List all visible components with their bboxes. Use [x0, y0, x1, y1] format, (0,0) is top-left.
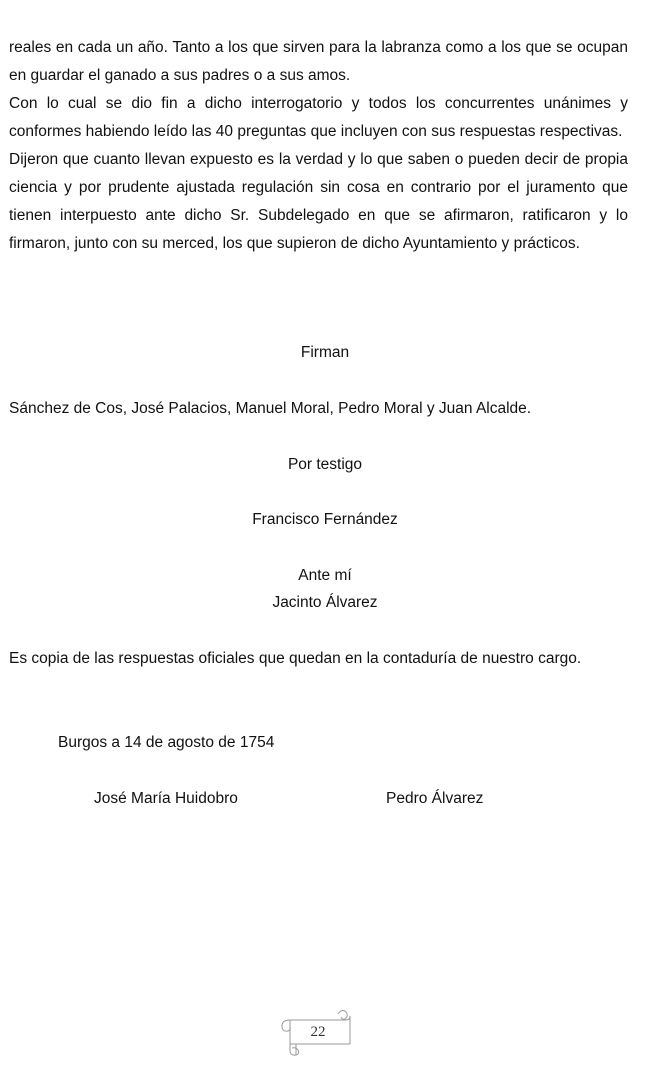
before-name: Jacinto Álvarez [272, 594, 378, 611]
witness-heading: Por testigo [287, 456, 363, 473]
signature-right: Pedro Álvarez [386, 790, 484, 807]
before-heading: Ante mí [298, 567, 352, 584]
signature-left: José María Huidobro [94, 790, 238, 807]
page-number: 22 [310, 1024, 326, 1040]
copy-note: Es copia de las respuestas oficiales que quedan en la contaduría de nuestro cargo. [9, 650, 582, 667]
paragraph-1: reales en cada un año. Tanto a los que sirven para la labranza como a los que se ocupan en guardar el ganado a sus padres o a sus amos. [9, 39, 628, 84]
page-number-scroll [276, 1006, 356, 1056]
witness-name: Francisco Fernández [252, 511, 398, 528]
body-text [9, 34, 628, 258]
signatories-line: Sánchez de Cos, José Palacios, Manuel Moral, Pedro Moral y Juan Alcalde. [9, 400, 532, 417]
firman-heading: Firman [300, 344, 350, 361]
paragraph-2: Con lo cual se dio fin a dicho interrogatorio y todos los concurrentes unánimes y conformes habiendo leído las 40 preguntas que incluyen con sus respuestas respectivas. [9, 95, 628, 140]
paragraph-3: Dijeron que cuanto llevan expuesto es la verdad y lo que saben o pueden decir de propia ciencia y por prudente ajustada regulación sin cosa en contrario por el juramento que tienen interpuesto ante dicho Sr. Subdelegado en que se afirmaron, ratificaron y lo firmaron, junto con su merced, los que supieron de dicho Ayuntamiento y prácticos. [9, 151, 628, 252]
place-date: Burgos a 14 de agosto de 1754 [58, 734, 275, 751]
